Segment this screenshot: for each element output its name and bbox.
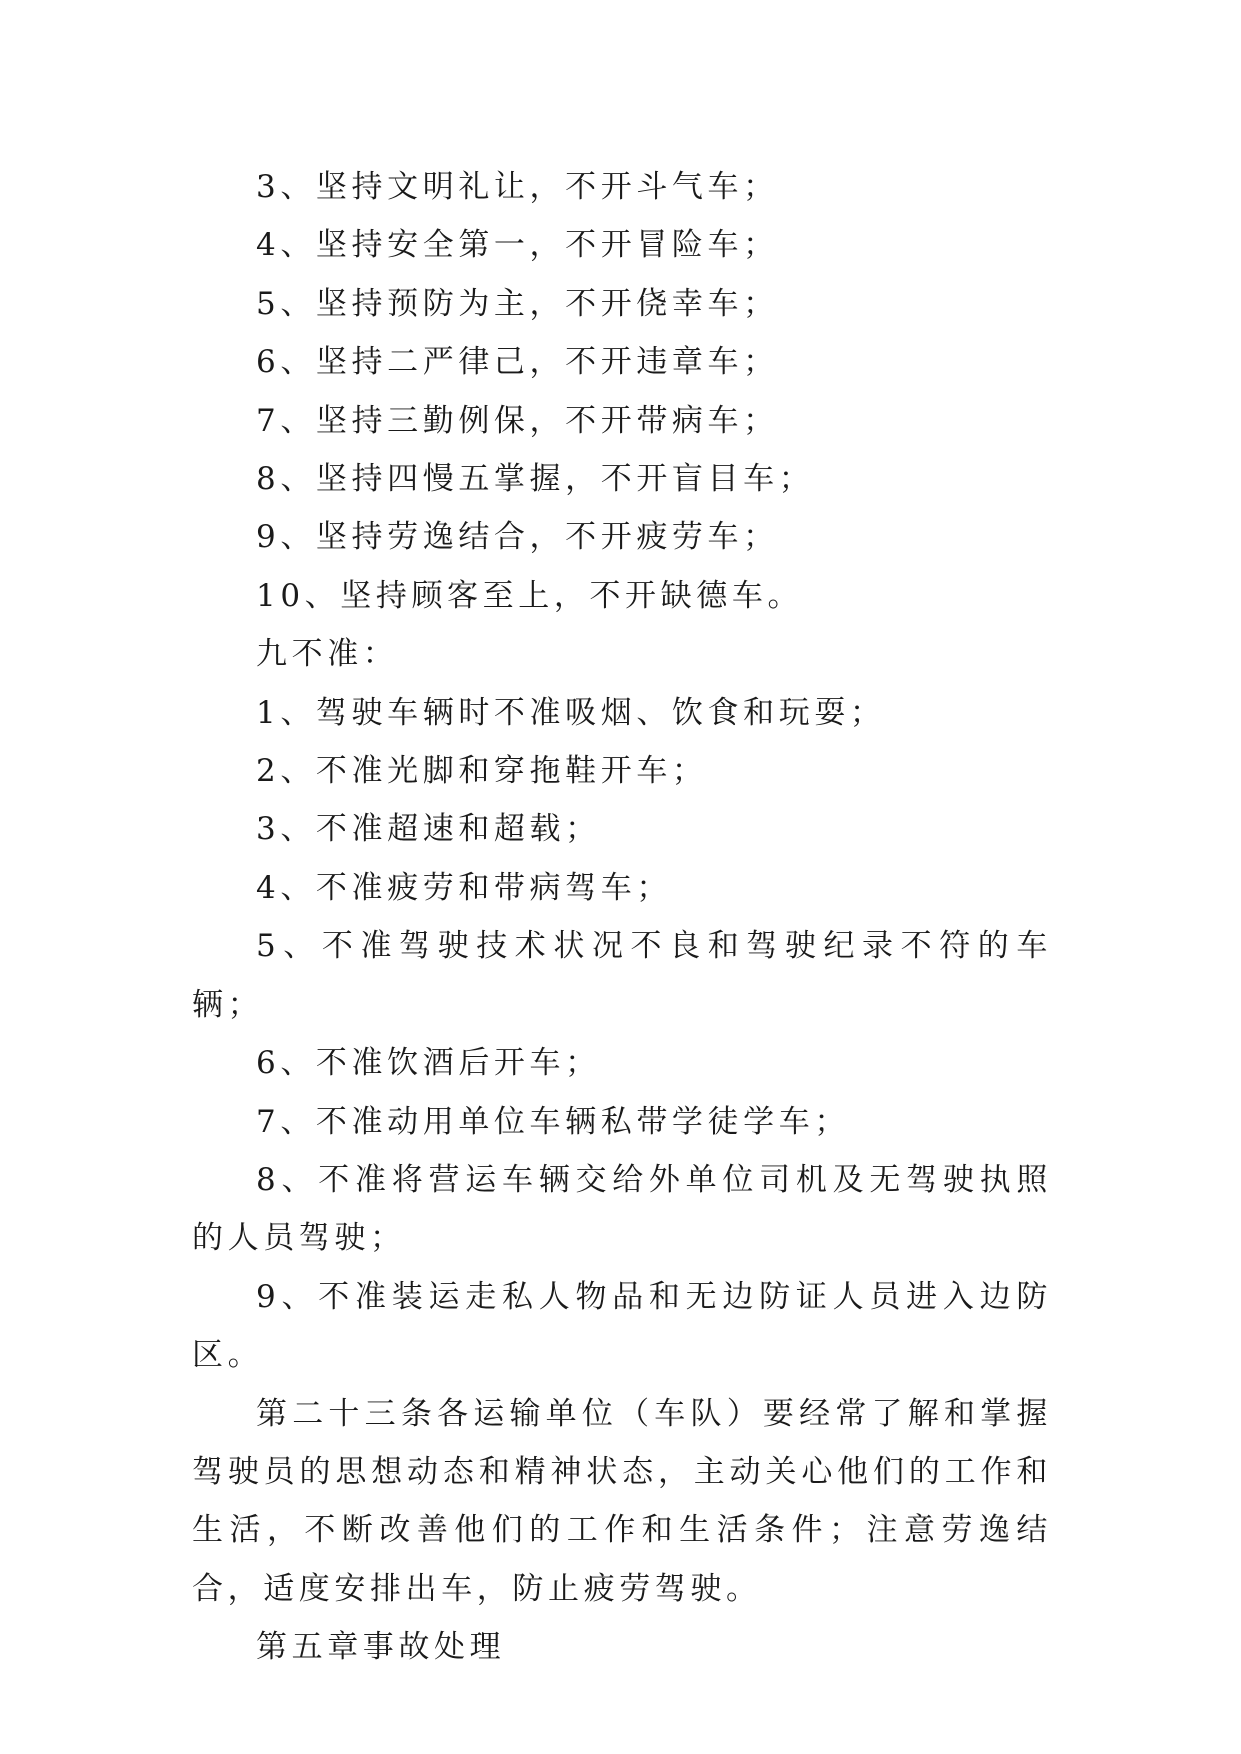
paragraph: 8、不准将营运车辆交给外单位司机及无驾驶执照的人员驾驶； xyxy=(192,1161,1052,1257)
paragraph: 10、坚持顾客至上，不开缺德车。 xyxy=(256,577,804,614)
section-heading: 九不准： xyxy=(256,636,399,673)
paragraph: 9、坚持劳逸结合，不开疲劳车； xyxy=(256,519,779,556)
paragraph: 7、坚持三勤例保，不开带病车； xyxy=(256,402,779,439)
paragraph: 5、不准驾驶技术状况不良和驾驶纪录不符的车辆； xyxy=(192,928,1052,1023)
paragraph: 9、不准装运走私人物品和无边防证人员进入边防区。 xyxy=(192,1278,1052,1374)
paragraph: 6、不准饮酒后开车； xyxy=(256,1045,601,1082)
paragraph: 4、坚持安全第一，不开冒险车； xyxy=(256,227,779,264)
paragraph: 6、坚持二严律己，不开违章车； xyxy=(256,344,779,381)
paragraph: 4、不准疲劳和带病驾车； xyxy=(256,869,672,906)
paragraph: 3、坚持文明礼让，不开斗气车； xyxy=(256,169,779,205)
paragraph: 1、驾驶车辆时不准吸烟、饮食和玩耍； xyxy=(256,694,886,731)
paragraph: 7、不准动用单位车辆私带学徒学车； xyxy=(256,1103,850,1140)
article-paragraph: 第二十三条各运输单位（车队）要经常了解和掌握驾驶员的思想动态和精神状态，主动关心他们的工作和生活，不断改善他们的工作和生活条件；注意劳逸结合，适度安排出车，防止疲劳驾驶。 xyxy=(192,1395,1052,1607)
paragraph: 5、坚持预防为主，不开侥幸车； xyxy=(256,285,779,322)
paragraph: 8、坚持四慢五掌握，不开盲目车； xyxy=(256,461,815,498)
chapter-heading: 第五章事故处理 xyxy=(256,1629,506,1666)
paragraph: 3、不准超速和超载； xyxy=(256,811,601,848)
paragraph: 2、不准光脚和穿拖鞋开车； xyxy=(256,753,708,790)
document-body xyxy=(192,158,1052,1677)
